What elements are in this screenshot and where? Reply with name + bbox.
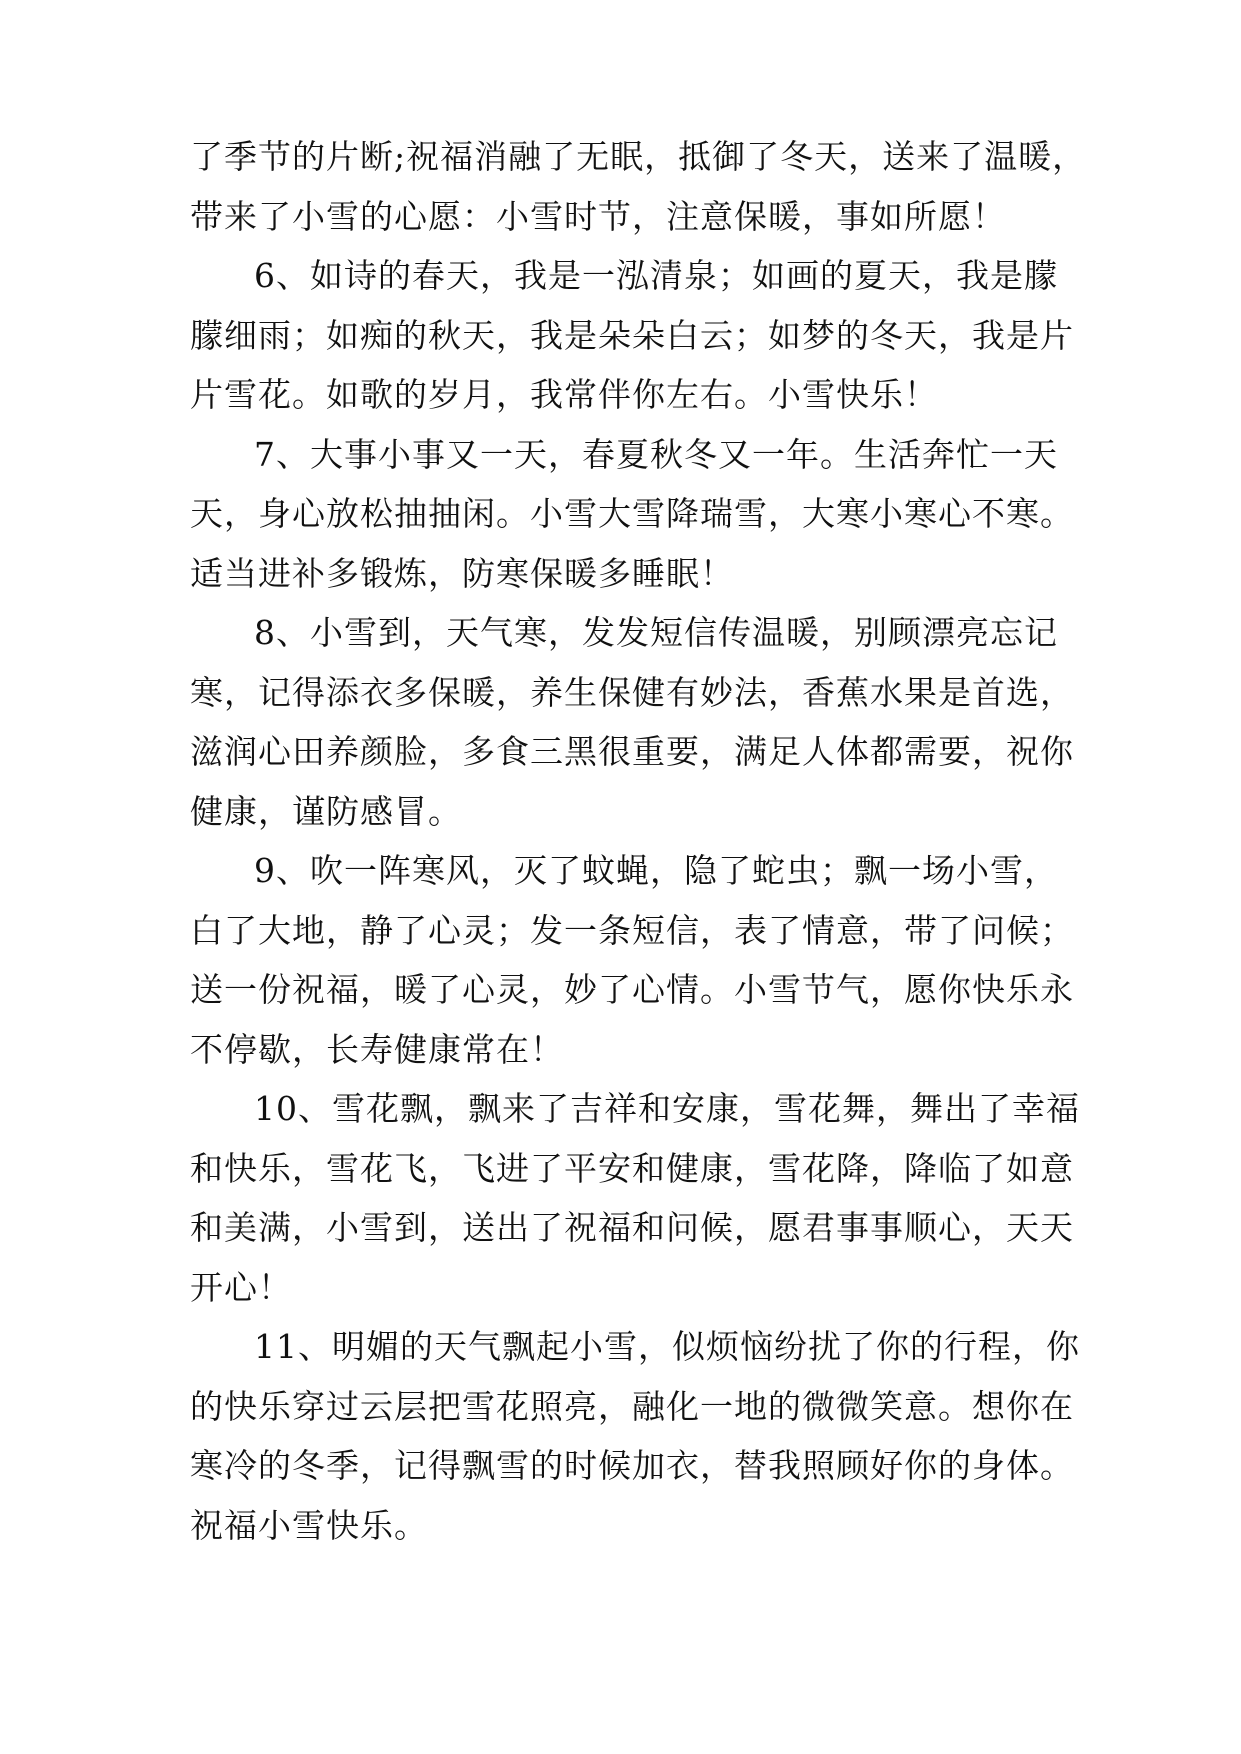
text-line: 寒，记得添衣多保暖，养生保健有妙法，香蕉水果是首选， <box>190 672 1074 712</box>
text-line: 不停歇，长寿健康常在！ <box>190 1029 564 1069</box>
paragraph-9 <box>190 841 1074 1079</box>
paragraph-7 <box>190 425 1074 604</box>
document-body <box>190 127 1087 1555</box>
text-line: 祝福小雪快乐。 <box>190 1505 428 1545</box>
text-line: 和快乐，雪花飞，飞进了平安和健康，雪花降，降临了如意 <box>190 1148 1074 1188</box>
text-line: 片雪花。如歌的岁月，我常伴你左右。小雪快乐！ <box>190 375 938 414</box>
text-line: 和美满，小雪到，送出了祝福和问候，愿君事事顺心，天天 <box>190 1208 1074 1247</box>
paragraph-6 <box>190 246 1074 425</box>
text-line: 白了大地，静了心灵；发一条短信，表了情意，带了问候； <box>190 910 1074 950</box>
paragraph-5-continued <box>190 127 1087 246</box>
paragraph-11 <box>190 1317 1080 1555</box>
text-line: 寒冷的冬季，记得飘雪的时候加衣，替我照顾好你的身体。 <box>190 1446 1074 1485</box>
text-line: 10、雪花飘，飘来了吉祥和安康，雪花舞，舞出了幸福 <box>254 1089 1080 1128</box>
text-line: 8、小雪到，天气寒，发发短信传温暖，别顾漂亮忘记 <box>254 613 1058 652</box>
text-line: 天，身心放松抽抽闲。小雪大雪降瑞雪，大寒小寒心不寒。 <box>190 494 1074 533</box>
text-line: 健康，谨防感冒。 <box>190 791 462 831</box>
text-line: 送一份祝福，暖了心灵，妙了心情。小雪节气，愿你快乐永 <box>190 970 1074 1009</box>
text-line: 带来了小雪的心愿：小雪时节，注意保暖，事如所愿！ <box>190 196 1006 236</box>
paragraph-8 <box>190 603 1074 841</box>
text-line: 了季节的片断;祝福消融了无眠，抵御了冬天，送来了温暖， <box>190 137 1087 176</box>
text-line: 6、如诗的春天，我是一泓清泉；如画的夏天，我是朦 <box>254 256 1058 295</box>
text-line: 适当进补多锻炼，防寒保暖多睡眠！ <box>190 553 734 593</box>
text-line: 朦细雨；如痴的秋天，我是朵朵白云；如梦的冬天，我是片 <box>190 315 1074 355</box>
text-line: 11、明媚的天气飘起小雪，似烦恼纷扰了你的行程，你 <box>254 1327 1080 1366</box>
text-line: 滋润心田养颜脸，多食三黑很重要，满足人体都需要，祝你 <box>190 732 1074 771</box>
text-line: 开心！ <box>190 1267 292 1307</box>
text-line: 7、大事小事又一天，春夏秋冬又一年。生活奔忙一天 <box>254 434 1058 474</box>
paragraph-10 <box>190 1079 1080 1317</box>
text-line: 9、吹一阵寒风，灭了蚊蝇，隐了蛇虫；飘一场小雪， <box>254 851 1058 890</box>
text-line: 的快乐穿过云层把雪花照亮，融化一地的微微笑意。想你在 <box>190 1386 1074 1426</box>
